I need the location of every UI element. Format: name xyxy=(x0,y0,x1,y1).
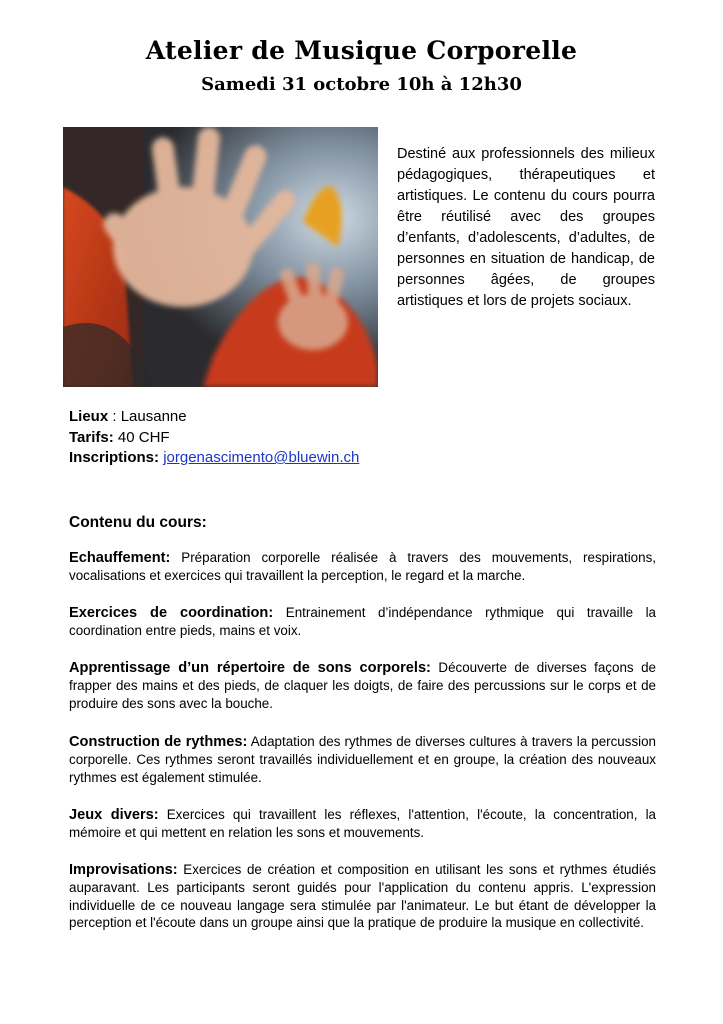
course-item-text: Préparation corporelle réalisée à travers des mouvements, respirations, vocalisations et exercices qui travaillent la perception, le regard et la marche. xyxy=(69,550,656,584)
course-item-title: Echauffement: xyxy=(69,550,171,566)
course-item-text: Adaptation des rythmes de diverses cultures à travers la percussion corporelle. Ces rythmes seront travaillés individuellement et en groupe, la création des nouveaux rythmes est également stimulée. xyxy=(69,734,657,785)
contenu-heading: Contenu du cours: xyxy=(69,514,207,531)
course-item xyxy=(69,861,656,931)
course-item-title: Improvisations: xyxy=(69,862,178,878)
lieux-label: Lieux xyxy=(69,408,109,425)
tarifs-label: Tarifs: xyxy=(69,428,114,446)
hands-photo xyxy=(63,127,378,387)
intro-paragraph: Destiné aux professionnels des milieux pédagogiques, thérapeutiques et artistiques. Le contenu du cours pourra être réutilisé avec des groupes d’enfants, d’adolescents, d’adultes, de personnes en situation de handicap, de personnes âgées, de groupes artistiques et lors de projets sociaux. xyxy=(397,146,655,309)
course-item-title: Exercices de coordination: xyxy=(69,605,274,621)
course-item-text: Exercices de création et composition en utilisant les sons et rythmes étudiés auparavant. Les participants seront guidés pour l'application du contenu appris. L'expression individuelle de ce nouveau langage sera stimulée par l'animateur. Le but étant de développer la perception et l'écoute dans un groupe ainsi que la pratique de produire la musique en collectivité. xyxy=(69,862,656,930)
page-subtitle: Samedi 31 octobre 10h à 12h30 xyxy=(201,74,522,95)
page-title: Atelier de Musique Corporelle xyxy=(145,36,578,65)
course-item-title: Jeux divers: xyxy=(69,807,159,823)
course-item xyxy=(69,659,656,712)
course-item-title: Apprentissage d’un répertoire de sons corporels: xyxy=(69,660,431,676)
course-item-text: Exercices qui travaillent les réflexes, l'attention, l'écoute, la concentration, la mémoire et qui mettent en relation les sons et mouvements. xyxy=(69,807,656,841)
inscriptions-email-link[interactable]: jorgenascimento@bluewin.ch xyxy=(163,449,360,466)
tarifs-value: 40 CHF xyxy=(113,428,170,446)
course-item-title: Construction de rythmes: xyxy=(69,734,248,750)
info-block xyxy=(69,407,359,469)
course-item-text: Entrainement d’indépendance rythmique qui travaille la coordination entre pieds, mains et voix. xyxy=(69,605,656,639)
course-item xyxy=(69,604,656,640)
lieux-separator: : xyxy=(108,408,121,425)
info-tarifs xyxy=(69,428,359,449)
info-lieux xyxy=(69,407,359,428)
course-item xyxy=(69,549,656,585)
hands-photo-icon xyxy=(63,127,378,387)
course-item xyxy=(69,806,656,842)
inscriptions-label: Inscriptions: xyxy=(69,449,160,466)
info-inscriptions xyxy=(69,448,359,469)
lieux-value: Lausanne xyxy=(120,408,187,425)
course-item-text: Découverte de diverses façons de frapper des mains et des pieds, de claquer les doigts, de faire des percussions sur le corps et de produire des sons avec la bouche. xyxy=(69,660,656,711)
course-item xyxy=(69,733,656,786)
